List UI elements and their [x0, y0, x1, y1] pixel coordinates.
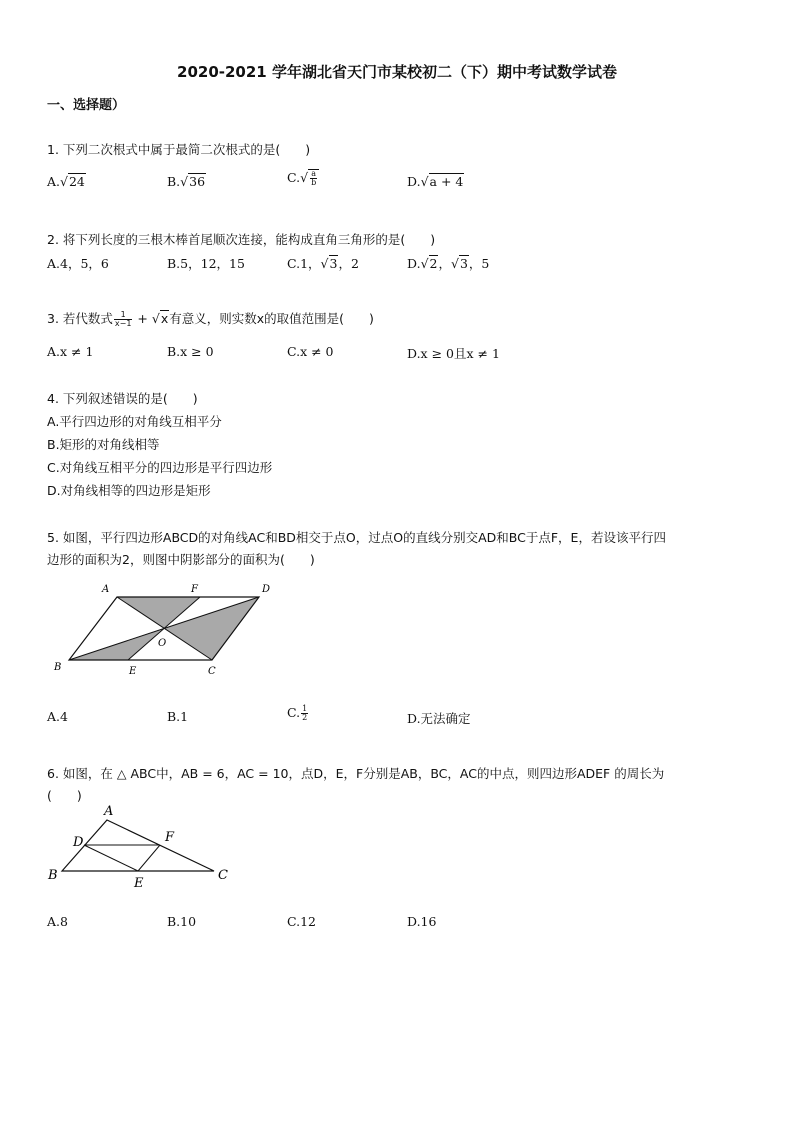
- q5-label-c: C: [208, 666, 216, 677]
- q2-option-c: C.1，√3，2: [287, 256, 359, 271]
- q1-option-b: B.√36: [167, 174, 206, 189]
- q3-option-d: D.x ≥ 0且x ≠ 1: [407, 346, 500, 361]
- q5-stem-line2: 边形的面积为2，则图中阴影部分的面积为( ): [47, 552, 315, 567]
- q1-stem: 1. 下列二次根式中属于最简二次根式的是( ): [47, 142, 311, 157]
- q6-stem-line1: 6. 如图，在 △ ABC中，AB = 6，AC = 10，点D，E，F分别是AB，BC，AC的中点，则四边形ADEF 的周长为: [47, 766, 665, 781]
- page-title: 2020-2021 学年湖北省天门市某校初二（下）期中考试数学试卷: [177, 63, 617, 81]
- q4-option-c: C.对角线互相平分的四边形是平行四边形: [47, 460, 273, 475]
- q5-option-b: B.1: [167, 709, 189, 724]
- q2-option-b: B.5，12，15: [167, 256, 245, 271]
- q2-option-d: D.√2，√3，5: [407, 256, 490, 271]
- q5-label-f: F: [191, 584, 198, 595]
- q5-label-d: D: [262, 584, 271, 595]
- q6-option-b: B.10: [167, 914, 197, 929]
- q5-parallelogram-figure: [40, 578, 290, 680]
- q5-label-e: E: [129, 666, 137, 677]
- q6-stem-line2: ( ): [47, 788, 82, 803]
- q5-label-b: B: [54, 662, 62, 673]
- q5-stem-line1: 5. 如图，平行四边形ABCD的对角线AC和BD相交于点O，过点O的直线分别交AD和BC于点F，E，若设该平行四: [47, 530, 666, 545]
- q2-stem: 2. 将下列长度的三根木棒首尾顺次连接，能构成直角三角形的是( ): [47, 232, 436, 247]
- q3-option-c: C.x ≠ 0: [287, 344, 334, 359]
- section-heading: 一、选择题）: [47, 98, 126, 113]
- q6-option-d: D.16: [407, 914, 437, 929]
- q1-option-c: C.√ $\frac{a}{b}$: [287, 170, 319, 187]
- q3-stem: 3. 若代数式 $\frac{1}{x-1}$ + √x有意义，则实数x的取值范围是( ): [47, 310, 374, 328]
- q3-option-a: A.x ≠ 1: [47, 344, 94, 359]
- q5-label-o: O: [158, 638, 167, 649]
- q5-option-c: C. $\frac{1}{2}$: [287, 704, 308, 722]
- q5-label-a: A: [102, 584, 110, 595]
- q6-label-e: E: [134, 876, 144, 891]
- q6-segment-de: [84, 845, 138, 871]
- q5-option-a: A.4: [47, 709, 68, 724]
- q2-option-a: A.4，5，6: [47, 256, 109, 271]
- q6-label-a: A: [104, 804, 114, 819]
- q6-label-d: D: [73, 835, 84, 850]
- q6-segment-ef: [138, 845, 160, 871]
- q1-option-d: D.√a + 4: [407, 174, 464, 189]
- q4-stem: 4. 下列叙述错误的是( ): [47, 391, 198, 406]
- q6-label-b: B: [48, 868, 58, 883]
- q6-option-c: C.12: [287, 914, 316, 929]
- q4-option-d: D.对角线相等的四边形是矩形: [47, 483, 211, 498]
- q3-option-b: B.x ≥ 0: [167, 344, 214, 359]
- q1-option-a: A.√24: [47, 174, 85, 189]
- q3-fraction: $\frac{1}{x-1}$: [114, 310, 132, 328]
- q6-option-a: A.8: [47, 914, 68, 929]
- q4-option-b: B.矩形的对角线相等: [47, 437, 160, 452]
- q5-option-d: D.无法确定: [407, 711, 471, 726]
- q4-option-a: A.平行四边形的对角线互相平分: [47, 414, 222, 429]
- q6-label-f: F: [165, 830, 175, 845]
- q6-label-c: C: [218, 868, 228, 883]
- q6-triangle-figure: [40, 800, 240, 892]
